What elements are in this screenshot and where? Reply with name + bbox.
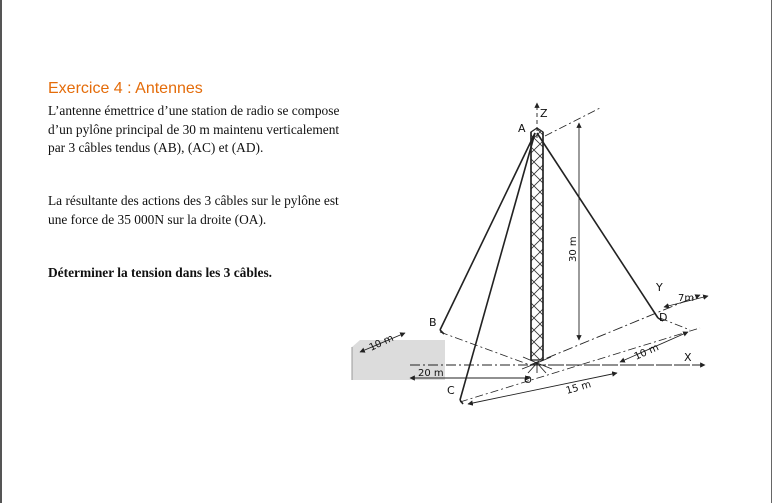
pylon-tower — [531, 128, 543, 360]
point-c-label: C — [447, 384, 455, 397]
exercise-resultant: La résultante des actions des 3 câbles sur le pylône est une force de 35 000N sur la droite (OA). — [48, 193, 339, 227]
cable-ad — [537, 133, 658, 318]
d-offset-label: 10 m — [632, 342, 661, 363]
c-depth-label: 15 m — [564, 379, 593, 397]
exercise-title: Exercice 4 : Antennes — [48, 80, 203, 97]
point-o-label: O — [524, 375, 532, 386]
point-b-label: B — [429, 316, 437, 329]
exercise-question: Déterminer la tension dans les 3 câbles. — [48, 265, 273, 280]
height-label: 30 m — [568, 236, 579, 262]
axis-y-label: Y — [656, 281, 663, 294]
height-top-leader — [545, 108, 600, 136]
ground-line-b — [440, 332, 530, 365]
b-offset-label: 10 m — [367, 332, 396, 354]
point-a-label: A — [518, 122, 526, 135]
d-depth-label: 7m — [678, 293, 695, 304]
c-offset-label: 20 m — [418, 368, 444, 379]
axis-x-label: X — [684, 351, 692, 364]
exercise-statement: L’antenne émettrice d’une station de radio se compose d’un pylône principal de 30 m maintenu verticalement par 3 câbles tendus (AB), (AC) et (AD). — [48, 103, 340, 155]
axis-z-label: Z — [540, 107, 548, 120]
point-d-label: D — [659, 311, 668, 324]
